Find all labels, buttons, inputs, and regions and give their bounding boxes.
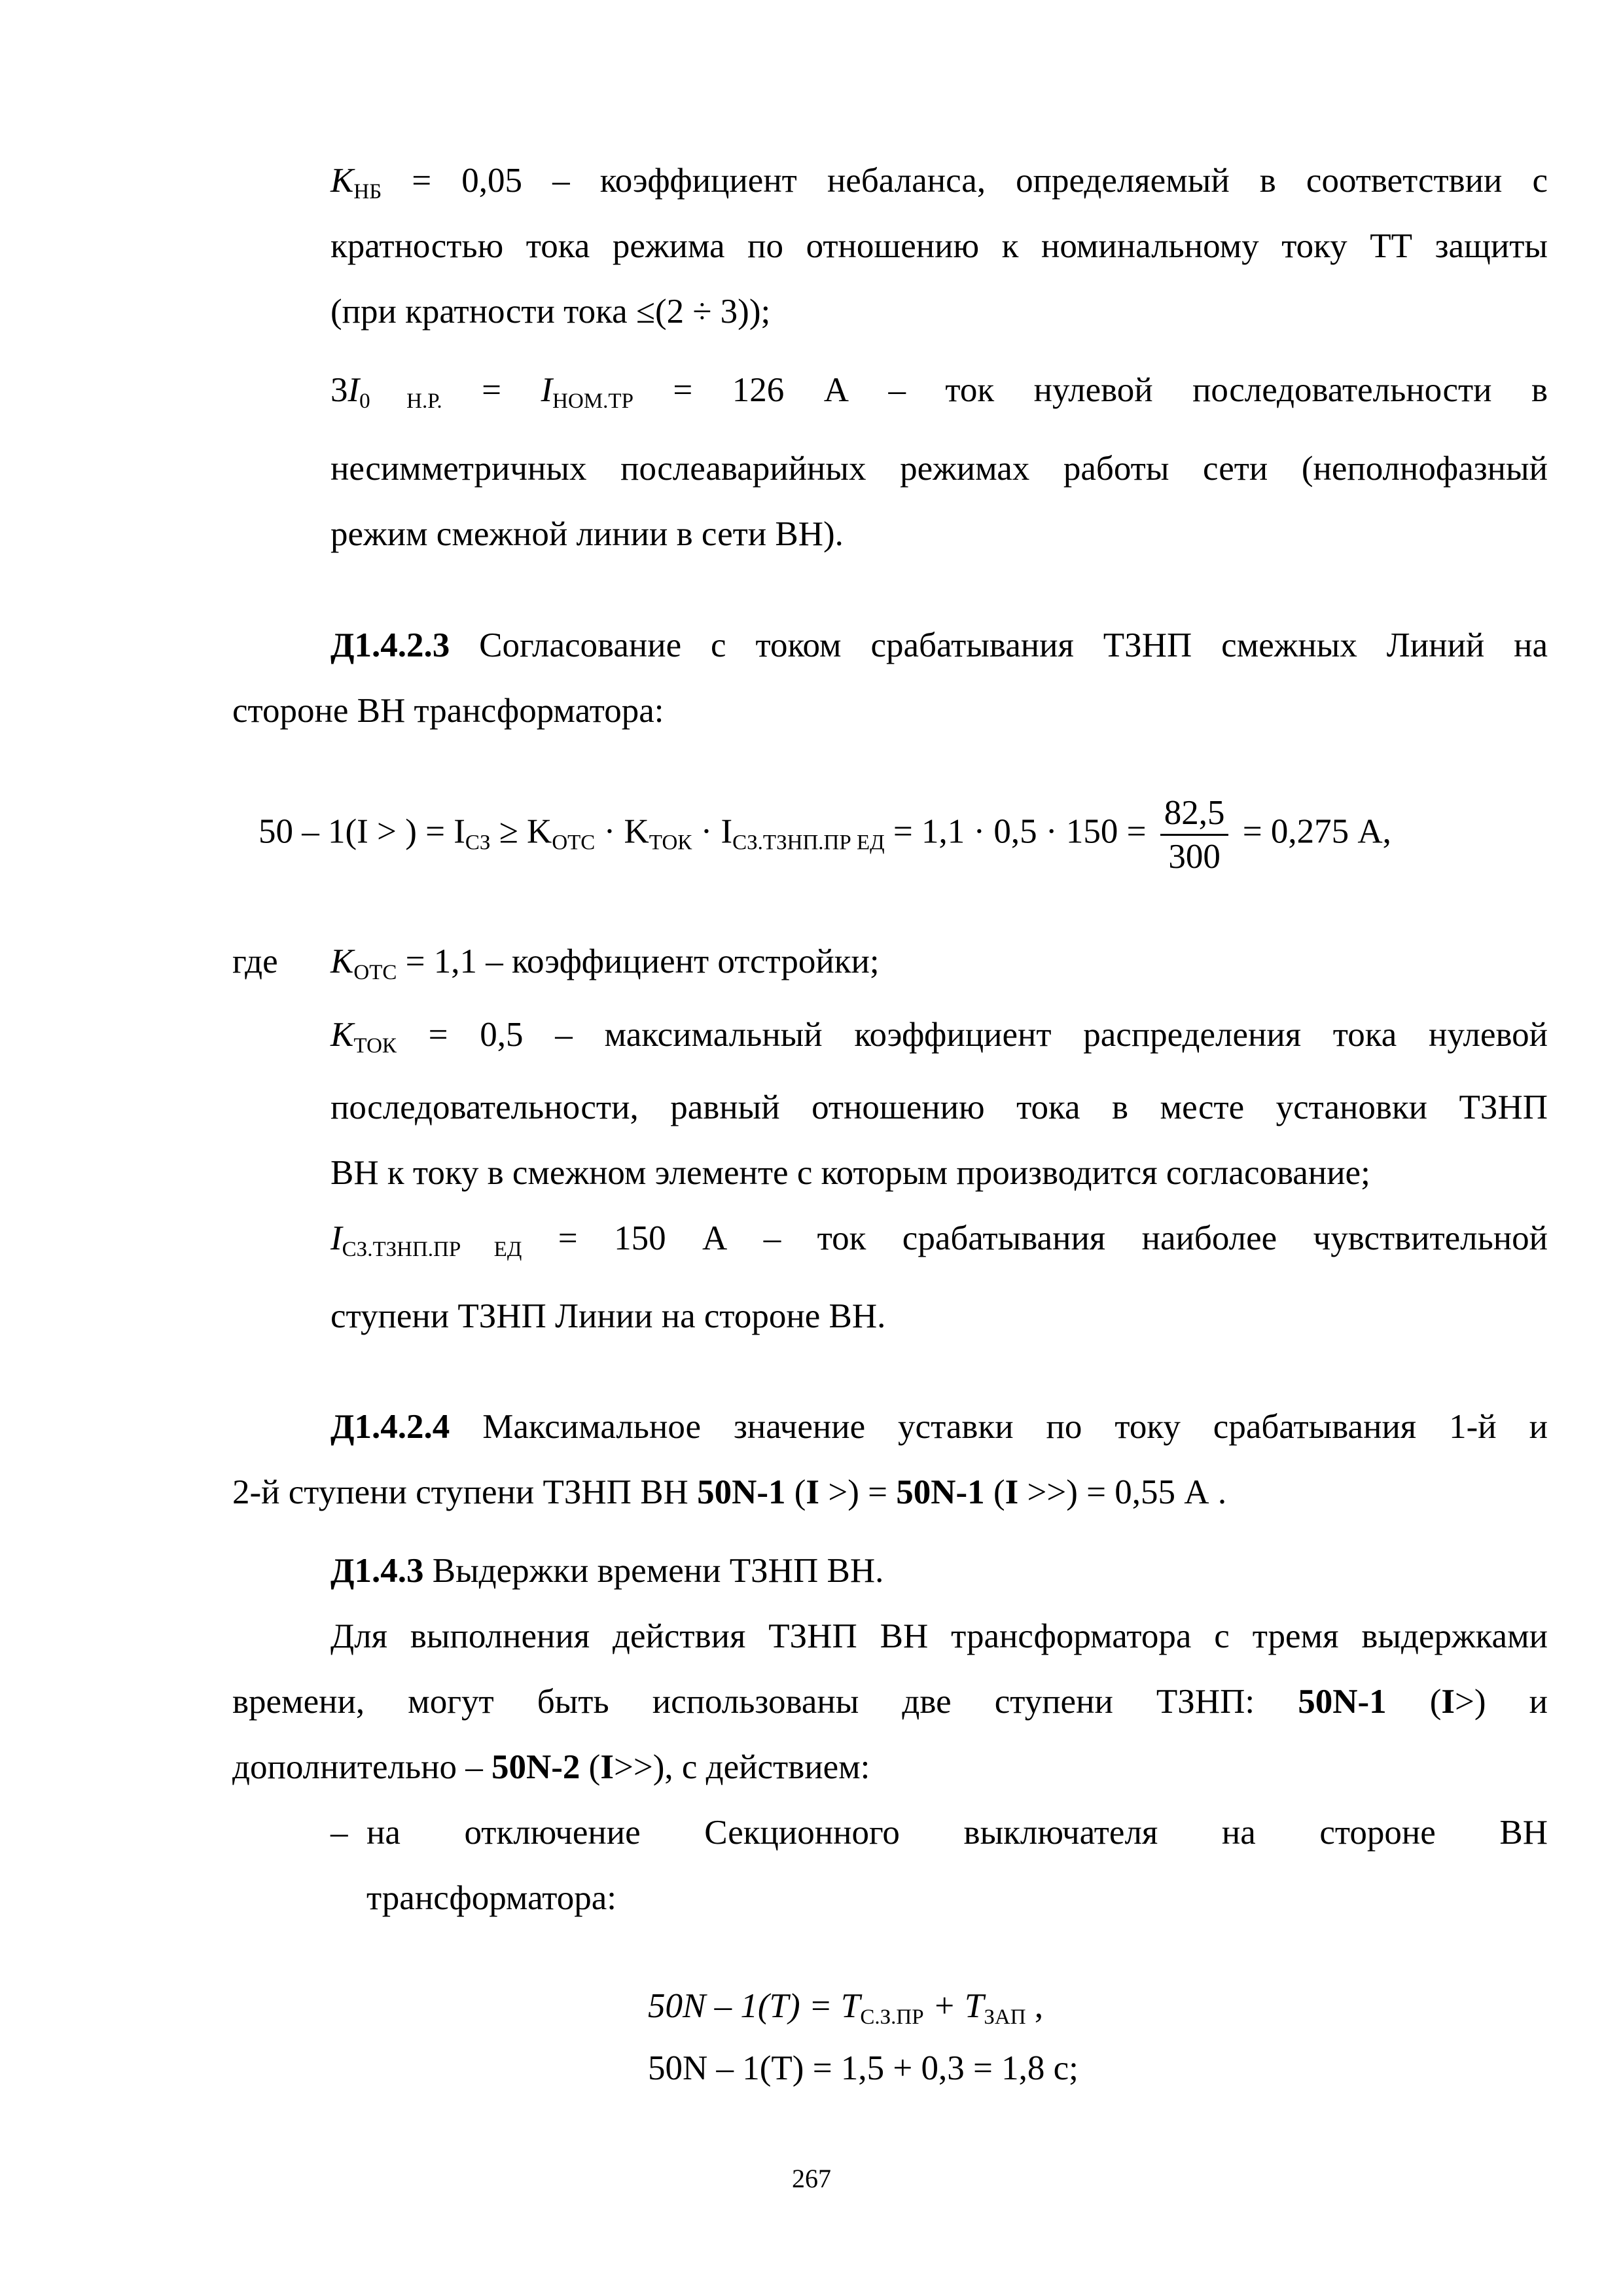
i0-definition-line — [330, 357, 1548, 435]
kotc-subscript: ОТС — [353, 961, 397, 984]
knb-subscript: НБ — [353, 180, 382, 204]
text-line: (при кратности тока ≤(2 ÷ 3)); — [330, 293, 771, 331]
formula-sub-tok: ТОК — [649, 831, 692, 855]
page-number: 267 — [792, 2164, 831, 2193]
current-symbol: I — [1441, 1683, 1455, 1721]
i0-description: – ток нулевой последовательности в — [888, 371, 1548, 409]
formula-time-general — [648, 1977, 1433, 2047]
text-line: стороне ВН трансформатора: — [232, 692, 664, 730]
formula-subscript: С.З.ПР — [860, 2005, 924, 2029]
setting-value-line — [232, 1459, 1548, 1526]
inom-symbol: I — [541, 371, 553, 409]
i0-equals: = — [442, 371, 541, 409]
formula-subscript: ЗАП — [984, 2005, 1026, 2029]
text-span: ( — [785, 1473, 806, 1511]
section-text: Согласование с током срабатывания ТЗНП смежных Линий на — [450, 626, 1548, 664]
section-heading-1-4-2-4 — [330, 1393, 1548, 1461]
section-heading-1-4-2-3 — [330, 612, 1548, 679]
current-symbol: I — [806, 1473, 820, 1511]
inom-value: = 126 А — [633, 371, 849, 409]
text-span: времени, могут быть использованы две ступени ТЗНП: — [232, 1683, 1298, 1721]
stage-label: 50N-2 — [491, 1748, 580, 1786]
formula-part: 50N – 1(T) = T — [648, 1987, 861, 2025]
icz-symbol: I — [330, 1219, 342, 1257]
kotc-text: = 1,1 – коэффициент отстройки; — [397, 942, 880, 980]
text-line: режим смежной линии в сети ВН). — [330, 515, 844, 553]
current-symbol: I — [1005, 1473, 1019, 1511]
formula-sub-cz: СЗ — [465, 831, 491, 855]
where-label: где — [232, 942, 278, 980]
text-span: ( — [580, 1748, 601, 1786]
ktok-definition-line — [330, 1001, 1548, 1080]
i0-subscript: 0 Н.Р. — [359, 389, 442, 413]
stage-label: 50N-1 — [896, 1473, 985, 1511]
section-number: Д1.4.3 — [330, 1552, 424, 1590]
formula-dot-i: · I — [692, 812, 733, 851]
text-span: >>) = 0,55 А . — [1018, 1473, 1227, 1511]
text-span: >>), с действием: — [613, 1748, 870, 1786]
section-number: Д1.4.2.4 — [330, 1408, 450, 1446]
kotc-definition-line — [330, 928, 1548, 1007]
text-line: последовательности, равный отношению тока в месте установки ТЗНП — [330, 1088, 1548, 1126]
list-item-text: на отключение Секционного выключателя на стороне ВН — [366, 1814, 1548, 1852]
section-heading-1-4-3 — [330, 1537, 1548, 1605]
text-line: несимметричных послеаварийных режимах работы сети (неполнофазный — [330, 450, 1548, 488]
list-item-text: трансформатора: — [366, 1879, 616, 1917]
icz-definition-line — [330, 1205, 1548, 1283]
formula-result: = 0,275 А, — [1234, 812, 1391, 851]
formula-part: , — [1026, 1987, 1044, 2025]
formula-setting-current — [259, 792, 1558, 882]
formula-time-value: 50N – 1(T) = 1,5 + 0,3 = 1,8 с; — [648, 2049, 1079, 2087]
kotc-symbol: K — [330, 942, 354, 980]
formula-ge-k: ≥ K — [490, 812, 552, 851]
knb-value: = 0,05 — [382, 162, 522, 200]
section-number: Д1.4.2.3 — [330, 626, 450, 664]
text-line: ВН к току в смежном элементе с которым производится согласование; — [330, 1154, 1370, 1192]
ktok-description: – максимальный коэффициент распределения тока нулевой — [555, 1016, 1548, 1054]
text-span: ( — [1386, 1683, 1442, 1721]
section-text: Выдержки времени ТЗНП ВН. — [423, 1552, 884, 1590]
stages-line — [232, 1668, 1548, 1736]
text-span: 2-й ступени ступени ТЗНП ВН — [232, 1473, 698, 1511]
text-line: Для выполнения действия ТЗНП ВН трансформатора с тремя выдержками — [330, 1617, 1548, 1655]
stage-label: 50N-1 — [697, 1473, 786, 1511]
ktok-value: = 0,5 — [396, 1016, 524, 1054]
text-line: кратностью тока режима по отношению к номинальному току ТТ защиты — [330, 227, 1548, 265]
list-dash: – — [330, 1814, 348, 1852]
text-span: >) и — [1455, 1683, 1548, 1721]
text-span: дополнительно – — [232, 1748, 491, 1786]
text-span: >) = — [819, 1473, 897, 1511]
formula-sub-otc: ОТС — [552, 831, 596, 855]
formula-left: 50 – 1(I > ) = I — [259, 812, 465, 851]
formula-part: + T — [923, 1987, 984, 2025]
section-text: Максимальное значение уставки по току срабатывания 1-й и — [482, 1408, 1548, 1446]
ktok-subscript: ТОК — [353, 1034, 397, 1058]
icz-subscript: СЗ.ТЗНП.ПР ЕД — [342, 1238, 522, 1261]
stage-label: 50N-1 — [1298, 1683, 1387, 1721]
knb-description: – коэффициент небаланса, определяемый в соответствии с — [552, 162, 1548, 200]
icz-description: – ток срабатывания наиболее чувствительной — [763, 1219, 1548, 1257]
i0-prefix: 3 — [330, 371, 348, 409]
icz-value: = 150 А — [522, 1219, 728, 1257]
ktok-symbol: K — [330, 1016, 354, 1054]
knb-symbol: K — [330, 162, 354, 200]
formula-calc: = 1,1 · 0,5 · 150 = — [884, 812, 1155, 851]
fraction-denominator: 300 — [1168, 838, 1221, 876]
text-span: ( — [984, 1473, 1005, 1511]
text-line: ступени ТЗНП Линии на стороне ВН. — [330, 1297, 886, 1335]
formula-dot-k: · K — [595, 812, 649, 851]
current-symbol: I — [600, 1748, 614, 1786]
formula-fraction — [1160, 792, 1229, 878]
formula-sub-tznp: СЗ.ТЗНП.ПР ЕД — [732, 831, 885, 855]
i0-symbol: I — [348, 371, 360, 409]
fraction-numerator: 82,5 — [1160, 792, 1229, 836]
stages-line-2 — [232, 1734, 1548, 1801]
inom-subscript: НОМ.ТР — [552, 389, 633, 413]
